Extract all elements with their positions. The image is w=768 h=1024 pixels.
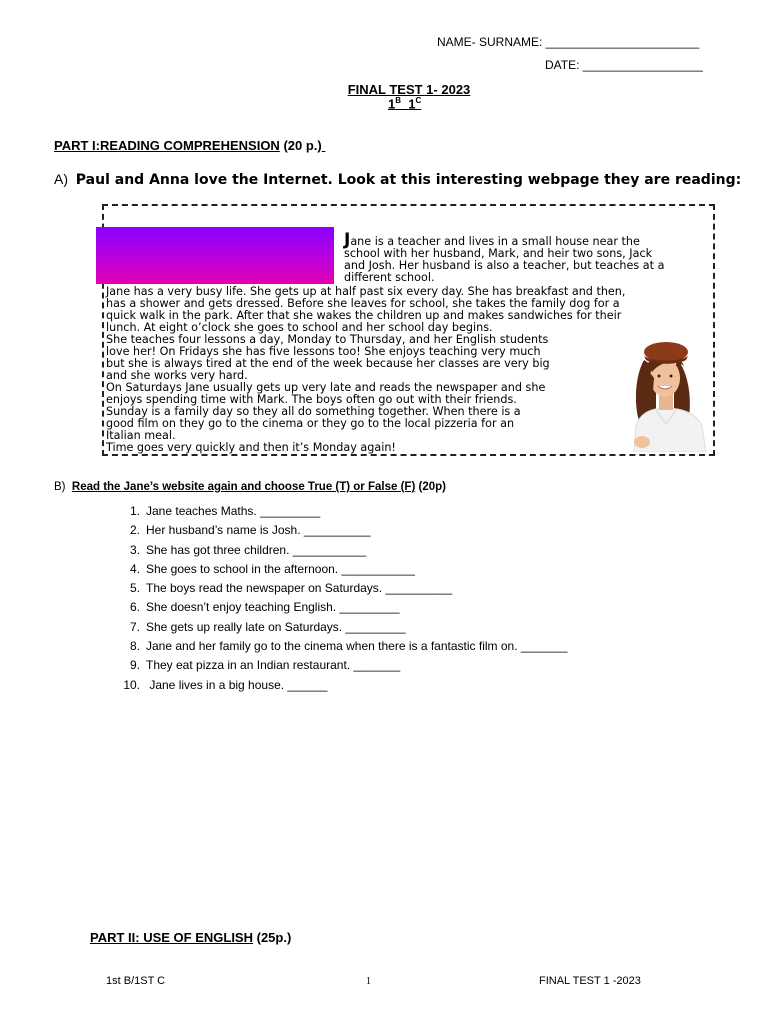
list-item: 3. She has got three children. ___________ xyxy=(129,542,367,557)
page-number: 1 xyxy=(366,976,371,987)
story-paragraph-1: Jane has a very busy life. She gets up at half past six every day. She has breakfast and then, has a shower and gets dressed. Before she leaves for school, she takes the family dog for a quick walk in the park. After that she wakes the children up and makes sandwiches for their lunch. At eight o’clock she goes to school and her school day begins. xyxy=(106,285,626,334)
story-intro: Jane is a teacher and lives in a small house near the school with her husband, Mark, and heir two sons, Jack and Josh. Her husband is also a teacher, but teaches at a different school. xyxy=(344,230,665,284)
footer-right: FINAL TEST 1 -2023 xyxy=(539,975,641,987)
section-a-instruction: A) Paul and Anna love the Internet. Look at this interesting webpage they are reading: xyxy=(54,171,742,188)
list-item: 8. Jane and her family go to the cinema when there is a fantastic film on. _______ xyxy=(129,639,568,654)
section-b-instruction: B) Read the Jane’s website again and choose True (T) or False (F) (20p) xyxy=(54,481,446,493)
story-paragraph-2: She teaches four lessons a day, Monday to Thursday, and her English students love her! On Fridays she has five lessons too! She enjoys teaching very much but she is always tired at the end of the week because her classes are very big and she works very hard. On Saturdays Jane usually gets up very late and reads the newspaper and she enjoys spending time with Mark. The boys often go out with their friends. Sunday is a family day so they all do something together. When there is a good film on they go to the cinema or they go to the local pizzeria for an Italian meal. Time goes very quickly and then it’s Monday again! xyxy=(106,333,550,454)
list-item: 7. She gets up really late on Saturdays. _________ xyxy=(129,619,406,634)
drop-cap: J xyxy=(344,230,351,250)
webpage-banner xyxy=(96,227,334,284)
jane-portrait xyxy=(626,338,710,452)
list-item: 1. Jane teaches Maths. _________ xyxy=(129,504,321,518)
part1-heading: PART I:READING COMPREHENSION (20 p.) xyxy=(54,138,322,153)
part2-heading: PART II: USE OF ENGLISH (25p.) xyxy=(90,930,292,945)
list-item: 4. She goes to school in the afternoon. ___________ xyxy=(129,561,415,576)
footer-left: 1st B/1ST C xyxy=(106,975,166,987)
list-item: 10. Jane lives in a big house. ______ xyxy=(123,677,328,692)
date-field-label: DATE: __________________ xyxy=(545,58,703,72)
test-title: FINAL TEST 1- 2023 xyxy=(347,82,471,97)
list-item: 6. She doesn’t enjoy teaching English. _________ xyxy=(129,600,400,615)
true-false-list xyxy=(116,502,568,695)
list-item: 5. The boys read the newspaper on Saturdays. __________ xyxy=(129,581,453,596)
list-item: 9. They eat pizza in an Indian restaurant. _______ xyxy=(129,658,401,673)
name-field-label: NAME- SURNAME: _______________________ xyxy=(437,35,700,49)
class-codes: $1^B$ $1^C$ xyxy=(388,96,422,112)
list-item: 2. Her husband’s name is Josh. __________ xyxy=(129,523,371,538)
